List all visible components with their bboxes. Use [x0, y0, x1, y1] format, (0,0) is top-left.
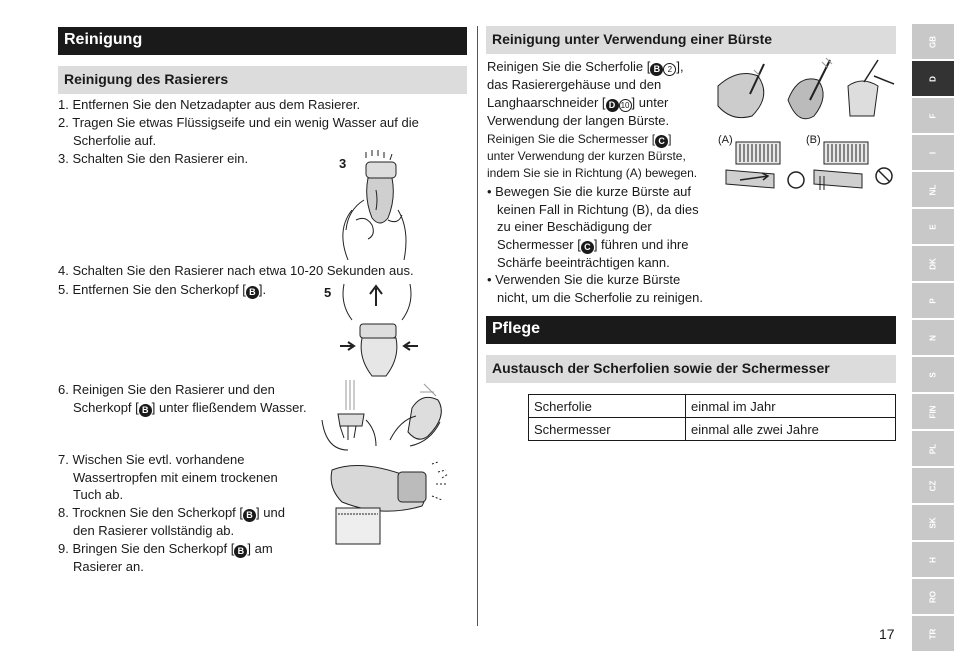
brush-paragraph-1: Reinigen Sie die Scherfolie [ B 2 ], das Rasierergehäuse und den Langhaarschneider [ D 10 ] unter Verwendung der langen Bürste. [487, 59, 684, 128]
badge-c: C [655, 135, 668, 148]
subsection-title-brush-cleaning: Reinigung unter Verwendung einer Bürste [486, 26, 896, 54]
tab-tr[interactable]: TR [912, 616, 954, 651]
table-cell: einmal alle zwei Jahre [686, 418, 896, 441]
figure-label-b: (B) [806, 134, 821, 146]
tab-p[interactable]: P [912, 283, 954, 318]
step-9: 9. Bringen Sie den Scherkopf [ B ] am Rasierer an. [58, 541, 273, 574]
badge-d: D [606, 99, 619, 112]
step-6: 6. Reinigen Sie den Rasierer und den Scherkopf [ B ] unter fließendem Wasser. [58, 382, 307, 415]
tab-h[interactable]: H [912, 542, 954, 577]
step-2: 2. Tragen Sie etwas Flüssigseife und ein wenig Wasser auf die Scherfolie auf. [58, 115, 419, 148]
tab-f[interactable]: F [912, 98, 954, 133]
subsection-title-replacement: Austausch der Scherfolien sowie der Schermesser [486, 355, 896, 383]
table-cell: einmal im Jahr [686, 395, 896, 418]
figure-label-a: (A) [718, 134, 733, 146]
tab-i[interactable]: I [912, 135, 954, 170]
tab-pl[interactable]: PL [912, 431, 954, 466]
tab-n[interactable]: N [912, 320, 954, 355]
step-5: 5. Entfernen Sie den Scherkopf [ B ]. [58, 282, 267, 297]
table-cell: Schermesser [529, 418, 686, 441]
language-tabs [912, 24, 954, 649]
figure-label-step-5: 5 [324, 285, 332, 300]
tab-fin[interactable]: FIN [912, 394, 954, 429]
figure-label-step-3: 3 [339, 156, 347, 171]
table-row [529, 418, 896, 441]
circled-number: 10 [619, 99, 632, 112]
bullet-1: • Bewegen Sie die kurze Bürste auf keinen Fall in Richtung (B), da dies zu einer Beschädigung der Schermesser [ C ] führen und ihre Schärfe beeinträchtigen kann. [487, 184, 699, 270]
step-7: 7. Wischen Sie evtl. vorhandene Wassertropfen mit einem trockenen Tuch ab. [58, 452, 278, 502]
replacement-table [528, 394, 896, 441]
shaver-on-illustration [328, 150, 418, 262]
tab-nl[interactable]: NL [912, 172, 954, 207]
circled-number: 2 [663, 63, 676, 76]
brush-paragraph-2: Reinigen Sie die Schermesser [ C ] unter Verwendung der kurzen Bürste, indem Sie sie in Richtung (A) bewegen. [487, 132, 698, 180]
step-4: 4. Schalten Sie den Rasierer nach etwa 10-20 Sekunden aus. [58, 263, 414, 278]
step-1: 1. Entfernen Sie den Netzadapter aus dem Rasierer. [58, 97, 361, 112]
section-title-care: Pflege [486, 316, 896, 344]
badge-b: B [243, 509, 256, 522]
tab-e[interactable]: E [912, 209, 954, 244]
direction-b-illustration [814, 140, 896, 200]
table-cell: Scherfolie [529, 395, 686, 418]
tab-ro[interactable]: RO [912, 579, 954, 614]
tab-dk[interactable]: DK [912, 246, 954, 281]
tab-cz[interactable]: CZ [912, 468, 954, 503]
badge-b: B [234, 545, 247, 558]
rinse-illustration [320, 380, 462, 452]
tab-d[interactable]: D [912, 61, 954, 96]
step-3: 3. Schalten Sie den Rasierer ein. [58, 151, 249, 166]
column-divider [477, 26, 478, 626]
badge-c: C [581, 241, 594, 254]
tab-s[interactable]: S [912, 357, 954, 392]
bullet-2: • Verwenden Sie die kurze Bürste nicht, um die Scherfolie zu reinigen. [487, 272, 703, 305]
remove-head-illustration [338, 280, 420, 380]
page-number: 17 [879, 626, 895, 642]
badge-b: B [139, 404, 152, 417]
brush-cleaning-illustration [714, 56, 896, 130]
subsection-title-shaver-cleaning: Reinigung des Rasierers [58, 66, 467, 94]
section-title-cleaning: Reinigung [58, 27, 467, 55]
direction-a-illustration [726, 140, 808, 200]
tab-gb[interactable]: GB [912, 24, 954, 59]
dry-shaver-illustration [328, 458, 460, 554]
tab-sk[interactable]: SK [912, 505, 954, 540]
badge-b: B [650, 63, 663, 76]
table-row [529, 395, 896, 418]
badge-b: B [246, 286, 259, 299]
step-8: 8. Trocknen Sie den Scherkopf [ B ] und den Rasierer vollständig ab. [58, 505, 285, 538]
